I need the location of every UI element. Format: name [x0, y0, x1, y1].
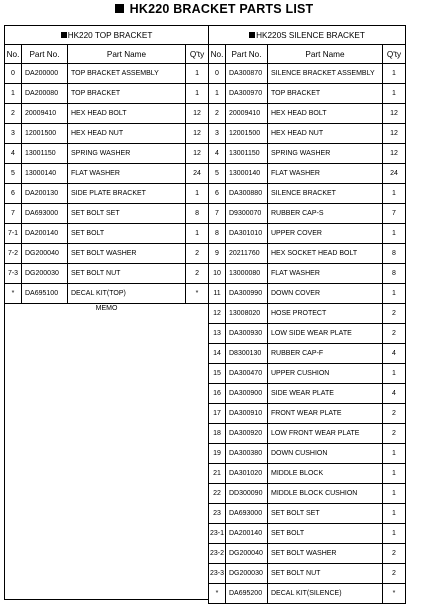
square-bullet-icon [115, 4, 124, 13]
cell-part-no: DD300090 [226, 484, 268, 504]
cell-qty: 24 [186, 164, 209, 184]
cell-part-no: 12001500 [226, 124, 268, 144]
cell-no: 0 [209, 64, 226, 84]
cell-part-no: 20211760 [226, 244, 268, 264]
column-header-part-name: Part Name [68, 45, 186, 64]
cell-part-no: DA300870 [226, 64, 268, 84]
cell-part-no: DA300380 [226, 444, 268, 464]
square-bullet-icon [61, 32, 67, 38]
table-row [209, 544, 406, 564]
table-title [209, 26, 406, 45]
table-row [5, 264, 209, 284]
cell-part-name: MIDDLE BLOCK CUSHION [268, 484, 383, 504]
cell-part-no: DG200030 [226, 564, 268, 584]
cell-no: 23-1 [209, 524, 226, 544]
cell-no: 7-2 [5, 244, 22, 264]
cell-qty: 8 [383, 244, 406, 264]
cell-qty: 24 [383, 164, 406, 184]
table-row [209, 224, 406, 244]
table-row [209, 484, 406, 504]
cell-part-no: 13000140 [22, 164, 68, 184]
cell-no: 18 [209, 424, 226, 444]
cell-part-name: TOP BRACKET ASSEMBLY [68, 64, 186, 84]
table-row [5, 184, 209, 204]
cell-part-name: FLAT WASHER [268, 264, 383, 284]
cell-part-no: DA200080 [22, 84, 68, 104]
cell-part-name: FLAT WASHER [268, 164, 383, 184]
table-row [5, 204, 209, 224]
table-row [209, 84, 406, 104]
cell-part-name: LOW SIDE WEAR PLATE [268, 324, 383, 344]
cell-qty: 1 [383, 84, 406, 104]
cell-part-name: HEX HEAD BOLT [268, 104, 383, 124]
cell-qty: 1 [383, 524, 406, 544]
cell-no: 9 [209, 244, 226, 264]
cell-part-name: SILENCE BRACKET ASSEMBLY [268, 64, 383, 84]
cell-no: 1 [209, 84, 226, 104]
cell-no: * [5, 284, 22, 304]
cell-qty: 1 [383, 184, 406, 204]
table-row [209, 324, 406, 344]
cell-part-name: RUBBER CAP-F [268, 344, 383, 364]
cell-part-name: DECAL KIT(SILENCE) [268, 584, 383, 604]
cell-no: 23-3 [209, 564, 226, 584]
table-row [5, 244, 209, 264]
cell-part-name: UPPER COVER [268, 224, 383, 244]
table-row [209, 504, 406, 524]
cell-part-no: 13008020 [226, 304, 268, 324]
table-row [209, 264, 406, 284]
cell-no: 15 [209, 364, 226, 384]
cell-part-name: SET BOLT SET [268, 504, 383, 524]
cell-qty: 4 [383, 344, 406, 364]
cell-no: 16 [209, 384, 226, 404]
table-row [209, 284, 406, 304]
cell-no: 6 [209, 184, 226, 204]
cell-no: * [209, 584, 226, 604]
cell-qty: 1 [383, 224, 406, 244]
table-row [5, 284, 209, 304]
cell-no: 3 [5, 124, 22, 144]
cell-qty: 2 [186, 264, 209, 284]
cell-no: 13 [209, 324, 226, 344]
cell-part-name: SET BOLT SET [68, 204, 186, 224]
cell-no: 10 [209, 264, 226, 284]
column-header-qty: Q'ty [383, 45, 406, 64]
cell-qty: 1 [186, 224, 209, 244]
top-bracket-rows [5, 64, 209, 600]
cell-part-no: 13000140 [226, 164, 268, 184]
cell-no: 1 [5, 84, 22, 104]
cell-no: 4 [209, 144, 226, 164]
cell-part-name: SILENCE BRACKET [268, 184, 383, 204]
cell-part-no: 20009410 [22, 104, 68, 124]
table-title [5, 26, 209, 45]
cell-part-name: TOP BRACKET [268, 84, 383, 104]
column-header-part-no: Part No. [22, 45, 68, 64]
cell-part-no: DA693000 [226, 504, 268, 524]
table-row [209, 384, 406, 404]
table-row [209, 404, 406, 424]
cell-no: 17 [209, 404, 226, 424]
column-header-no: No. [209, 45, 226, 64]
table-row [5, 164, 209, 184]
cell-part-no: DG200040 [226, 544, 268, 564]
cell-part-name: UPPER CUSHION [268, 364, 383, 384]
cell-no: 5 [5, 164, 22, 184]
square-bullet-icon [249, 32, 255, 38]
cell-part-no: DA300880 [226, 184, 268, 204]
cell-no: 19 [209, 444, 226, 464]
cell-part-name: SET BOLT WASHER [268, 544, 383, 564]
cell-no: 0 [5, 64, 22, 84]
column-header-no: No. [5, 45, 22, 64]
table-row [209, 64, 406, 84]
table-row [209, 364, 406, 384]
cell-part-name: HEX SOCKET HEAD BOLT [268, 244, 383, 264]
table-row [209, 104, 406, 124]
cell-no: 3 [209, 124, 226, 144]
cell-part-name: SET BOLT WASHER [68, 244, 186, 264]
cell-part-no: DA693000 [22, 204, 68, 224]
table-row [209, 124, 406, 144]
cell-no: 21 [209, 464, 226, 484]
cell-part-name: SET BOLT [268, 524, 383, 544]
cell-part-name: DOWN COVER [268, 284, 383, 304]
table-row [209, 244, 406, 264]
cell-part-name: SPRING WASHER [268, 144, 383, 164]
cell-part-name: SIDE WEAR PLATE [268, 384, 383, 404]
cell-qty: 2 [383, 544, 406, 564]
table-row [5, 144, 209, 164]
cell-qty: 2 [383, 324, 406, 344]
cell-qty: 12 [383, 124, 406, 144]
cell-qty: 12 [186, 124, 209, 144]
cell-part-name: SPRING WASHER [68, 144, 186, 164]
table-row [209, 184, 406, 204]
cell-part-no: DA695100 [22, 284, 68, 304]
cell-part-name: MIDDLE BLOCK [268, 464, 383, 484]
cell-part-no: 13001150 [226, 144, 268, 164]
table-row [209, 304, 406, 324]
cell-part-name: RUBBER CAP-S [268, 204, 383, 224]
cell-part-name: SIDE PLATE BRACKET [68, 184, 186, 204]
cell-no: 12 [209, 304, 226, 324]
cell-qty: 1 [186, 64, 209, 84]
cell-qty: 2 [186, 244, 209, 264]
cell-part-no: DA300930 [226, 324, 268, 344]
table-row [5, 104, 209, 124]
cell-no: 7-3 [5, 264, 22, 284]
cell-qty: 2 [383, 304, 406, 324]
table-row [209, 164, 406, 184]
column-header-qty: Q'ty [186, 45, 209, 64]
cell-no: 2 [209, 104, 226, 124]
cell-part-no: D9300070 [226, 204, 268, 224]
cell-part-no: D8300130 [226, 344, 268, 364]
table-row [209, 564, 406, 584]
cell-part-no: DA300970 [226, 84, 268, 104]
cell-no: 8 [209, 224, 226, 244]
cell-part-no: DA200140 [22, 224, 68, 244]
table-row [209, 464, 406, 484]
cell-no: 23 [209, 504, 226, 524]
cell-part-no: DA300990 [226, 284, 268, 304]
table-row [209, 344, 406, 364]
cell-part-no: DA200140 [226, 524, 268, 544]
cell-qty: 7 [383, 204, 406, 224]
table-row [209, 584, 406, 604]
table-row [209, 444, 406, 464]
cell-part-no: DA695200 [226, 584, 268, 604]
cell-no: 7 [5, 204, 22, 224]
table-row [5, 64, 209, 84]
cell-part-no: DA300470 [226, 364, 268, 384]
silence-bracket-rows [209, 64, 406, 604]
cell-no: 23-2 [209, 544, 226, 564]
column-header-part-no: Part No. [226, 45, 268, 64]
cell-qty: 4 [383, 384, 406, 404]
table-row [5, 224, 209, 244]
cell-no: 5 [209, 164, 226, 184]
cell-part-no: DG200030 [22, 264, 68, 284]
column-header-part-name: Part Name [268, 45, 383, 64]
cell-part-no: DG200040 [22, 244, 68, 264]
cell-no: 4 [5, 144, 22, 164]
table-row [5, 84, 209, 104]
table-title-text: HK220S SILENCE BRACKET [256, 30, 365, 40]
cell-part-name: DOWN CUSHION [268, 444, 383, 464]
cell-part-name: HEX HEAD NUT [268, 124, 383, 144]
cell-qty: 1 [186, 184, 209, 204]
cell-part-no: DA300920 [226, 424, 268, 444]
cell-no: 14 [209, 344, 226, 364]
cell-qty: 2 [383, 424, 406, 444]
cell-part-name: DECAL KIT(TOP) [68, 284, 186, 304]
cell-part-no: DA301010 [226, 224, 268, 244]
cell-qty: 1 [383, 504, 406, 524]
page-title [0, 2, 428, 16]
cell-qty: 1 [383, 484, 406, 504]
cell-part-name: TOP BRACKET [68, 84, 186, 104]
cell-no: 7-1 [5, 224, 22, 244]
cell-part-name: LOW FRONT WEAR PLATE [268, 424, 383, 444]
memo-row [5, 304, 209, 600]
cell-qty: 1 [383, 444, 406, 464]
cell-part-name: FRONT WEAR PLATE [268, 404, 383, 424]
table-row [209, 524, 406, 544]
table-row [5, 124, 209, 144]
cell-part-no: DA300900 [226, 384, 268, 404]
cell-qty: 2 [383, 404, 406, 424]
cell-qty: 1 [383, 284, 406, 304]
table-row [209, 144, 406, 164]
cell-no: 6 [5, 184, 22, 204]
cell-qty: 12 [186, 144, 209, 164]
cell-part-name: HEX HEAD BOLT [68, 104, 186, 124]
table-row [209, 424, 406, 444]
cell-part-name: FLAT WASHER [68, 164, 186, 184]
cell-no: 7 [209, 204, 226, 224]
cell-qty: 1 [186, 84, 209, 104]
cell-part-name: SET BOLT NUT [68, 264, 186, 284]
cell-part-name: SET BOLT [68, 224, 186, 244]
cell-part-name: HOSE PROTECT [268, 304, 383, 324]
cell-qty: * [186, 284, 209, 304]
cell-part-no: DA301020 [226, 464, 268, 484]
cell-part-no: DA200000 [22, 64, 68, 84]
cell-part-no: DA300910 [226, 404, 268, 424]
cell-part-no: 20009410 [226, 104, 268, 124]
cell-qty: 8 [186, 204, 209, 224]
table-title-text: HK220 TOP BRACKET [67, 30, 153, 40]
cell-qty: 1 [383, 464, 406, 484]
cell-qty: * [383, 584, 406, 604]
cell-part-name: HEX HEAD NUT [68, 124, 186, 144]
page-title-text: HK220 BRACKET PARTS LIST [129, 2, 314, 16]
cell-qty: 1 [383, 64, 406, 84]
cell-qty: 2 [383, 564, 406, 584]
cell-qty: 1 [383, 364, 406, 384]
cell-part-no: DA200130 [22, 184, 68, 204]
cell-part-no: 13001150 [22, 144, 68, 164]
silence-bracket-table [208, 25, 406, 604]
cell-part-no: 13000080 [226, 264, 268, 284]
cell-part-no: 12001500 [22, 124, 68, 144]
cell-qty: 8 [383, 264, 406, 284]
cell-no: 22 [209, 484, 226, 504]
cell-qty: 12 [186, 104, 209, 124]
cell-qty: 12 [383, 144, 406, 164]
cell-no: 11 [209, 284, 226, 304]
cell-part-name: SET BOLT NUT [268, 564, 383, 584]
memo-label: MEMO [5, 304, 209, 600]
cell-qty: 12 [383, 104, 406, 124]
cell-no: 2 [5, 104, 22, 124]
table-row [209, 204, 406, 224]
top-bracket-table [4, 25, 209, 600]
